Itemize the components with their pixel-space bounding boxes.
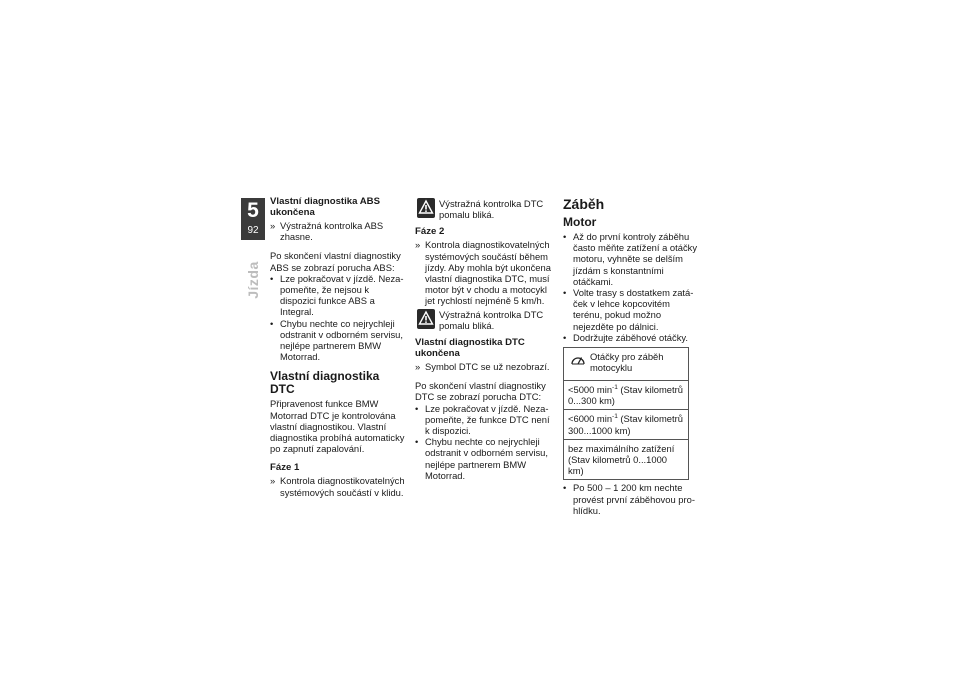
column-3	[563, 196, 700, 516]
dtc-end-heading: Vlastní diagnostika DTC ukončena	[415, 337, 525, 360]
list-item: • Chybu nechte co nejrychleji odstranit v odborném servisu, nejlépe partnerem BMW Motorrad.	[270, 317, 403, 363]
dtc-intro-text: Připravenost funkce BMW Motorrad DTC je kontrolována vlastní diagnostikou. Vlastní diagnostika probíhá automaticky po zapnutí zapalování.	[270, 398, 405, 455]
list-item: • Až do první kontroly záběhu často měňte zatížení a otáčky motoru, vyhněte se delším jízdám s konstantními otáčkami.	[563, 231, 698, 287]
list-item: • Lze pokračovat v jízdě. Nezapomeňte, že nejsou k dispozici funkce ABS a Integral.	[270, 272, 404, 318]
dtc-after-text: Po skončení vlastní diagnostiky DTC se zobrazí porucha DTC:	[415, 380, 546, 403]
table-row: <5000 $\min^{-1}$ (Stav kilometrů 0...300 km)	[564, 381, 689, 410]
column-2	[415, 196, 552, 481]
chapter-number: 5	[247, 199, 259, 222]
break-in-rpm-table	[563, 347, 689, 480]
table-row: bez maximálního zatížení (Stav kilometrů 0...1000 km)	[564, 439, 689, 480]
list-item: » Kontrola diagnostikovatelných systémových součástí v klidu.	[270, 475, 405, 498]
list-item: • Po 500 – 1 200 km nechte provést první záběhovou prohlídku.	[563, 482, 695, 516]
dtc-warning-light-icon	[417, 198, 435, 218]
chapter-side-title	[241, 244, 265, 324]
list-item: » Kontrola diagnostikovatelných systémových součástí během jízdy. Aby mohla být ukončena vlastní diagnostika DTC, musí motor být v chodu a motocykl jet rychlostí nejméně 5 km/h.	[415, 239, 551, 307]
abs-after-text: Po skončení vlastní diagnostiky ABS se zobrazí porucha ABS:	[270, 250, 401, 273]
chapter-tab	[241, 198, 265, 240]
phase2-heading: Fáze 2	[415, 226, 445, 238]
page-number: 92	[247, 225, 259, 236]
dtc-warning-note: Výstražná kontrolka DTC pomalu bliká.	[415, 309, 552, 331]
column-1	[270, 196, 405, 498]
tachometer-icon	[570, 352, 586, 366]
list-item: » Výstražná kontrolka ABS zhasne.	[270, 220, 384, 243]
list-item: » Symbol DTC se už nezobrazí.	[415, 361, 550, 373]
table-row: <6000 $\min^{-1}$ (Stav kilometrů 300...1000 km)	[564, 410, 689, 439]
dtc-warning-note: Výstražná kontrolka DTC pomalu bliká.	[415, 198, 552, 220]
dtc-warning-light-icon	[417, 309, 435, 329]
chapter-title: Jízda	[245, 261, 261, 299]
engine-heading: Motor	[563, 215, 597, 229]
phase1-heading: Fáze 1	[270, 462, 300, 474]
list-item: • Dodržujte záběhové otáčky.	[563, 331, 688, 343]
break-in-heading: Záběh	[563, 196, 605, 212]
list-item: • Lze pokračovat v jízdě. Nezapomeňte, že funkce DTC není k dispozici.	[415, 402, 550, 437]
dtc-heading: Vlastní diagnostika DTC	[270, 369, 380, 397]
list-item: • Chybu nechte co nejrychleji odstranit v odborném servisu, nejlépe partnerem BMW Motorrad.	[415, 436, 548, 481]
table-header-cell: Otáčky pro záběh motocyklu	[564, 348, 689, 381]
list-item: • Volte trasy s dostatkem zatáček v lehce kopcovitém terénu, pokud možno nejezděte po dálnici.	[563, 287, 694, 332]
abs-end-heading: Vlastní diagnostika ABS ukončena	[270, 196, 380, 218]
